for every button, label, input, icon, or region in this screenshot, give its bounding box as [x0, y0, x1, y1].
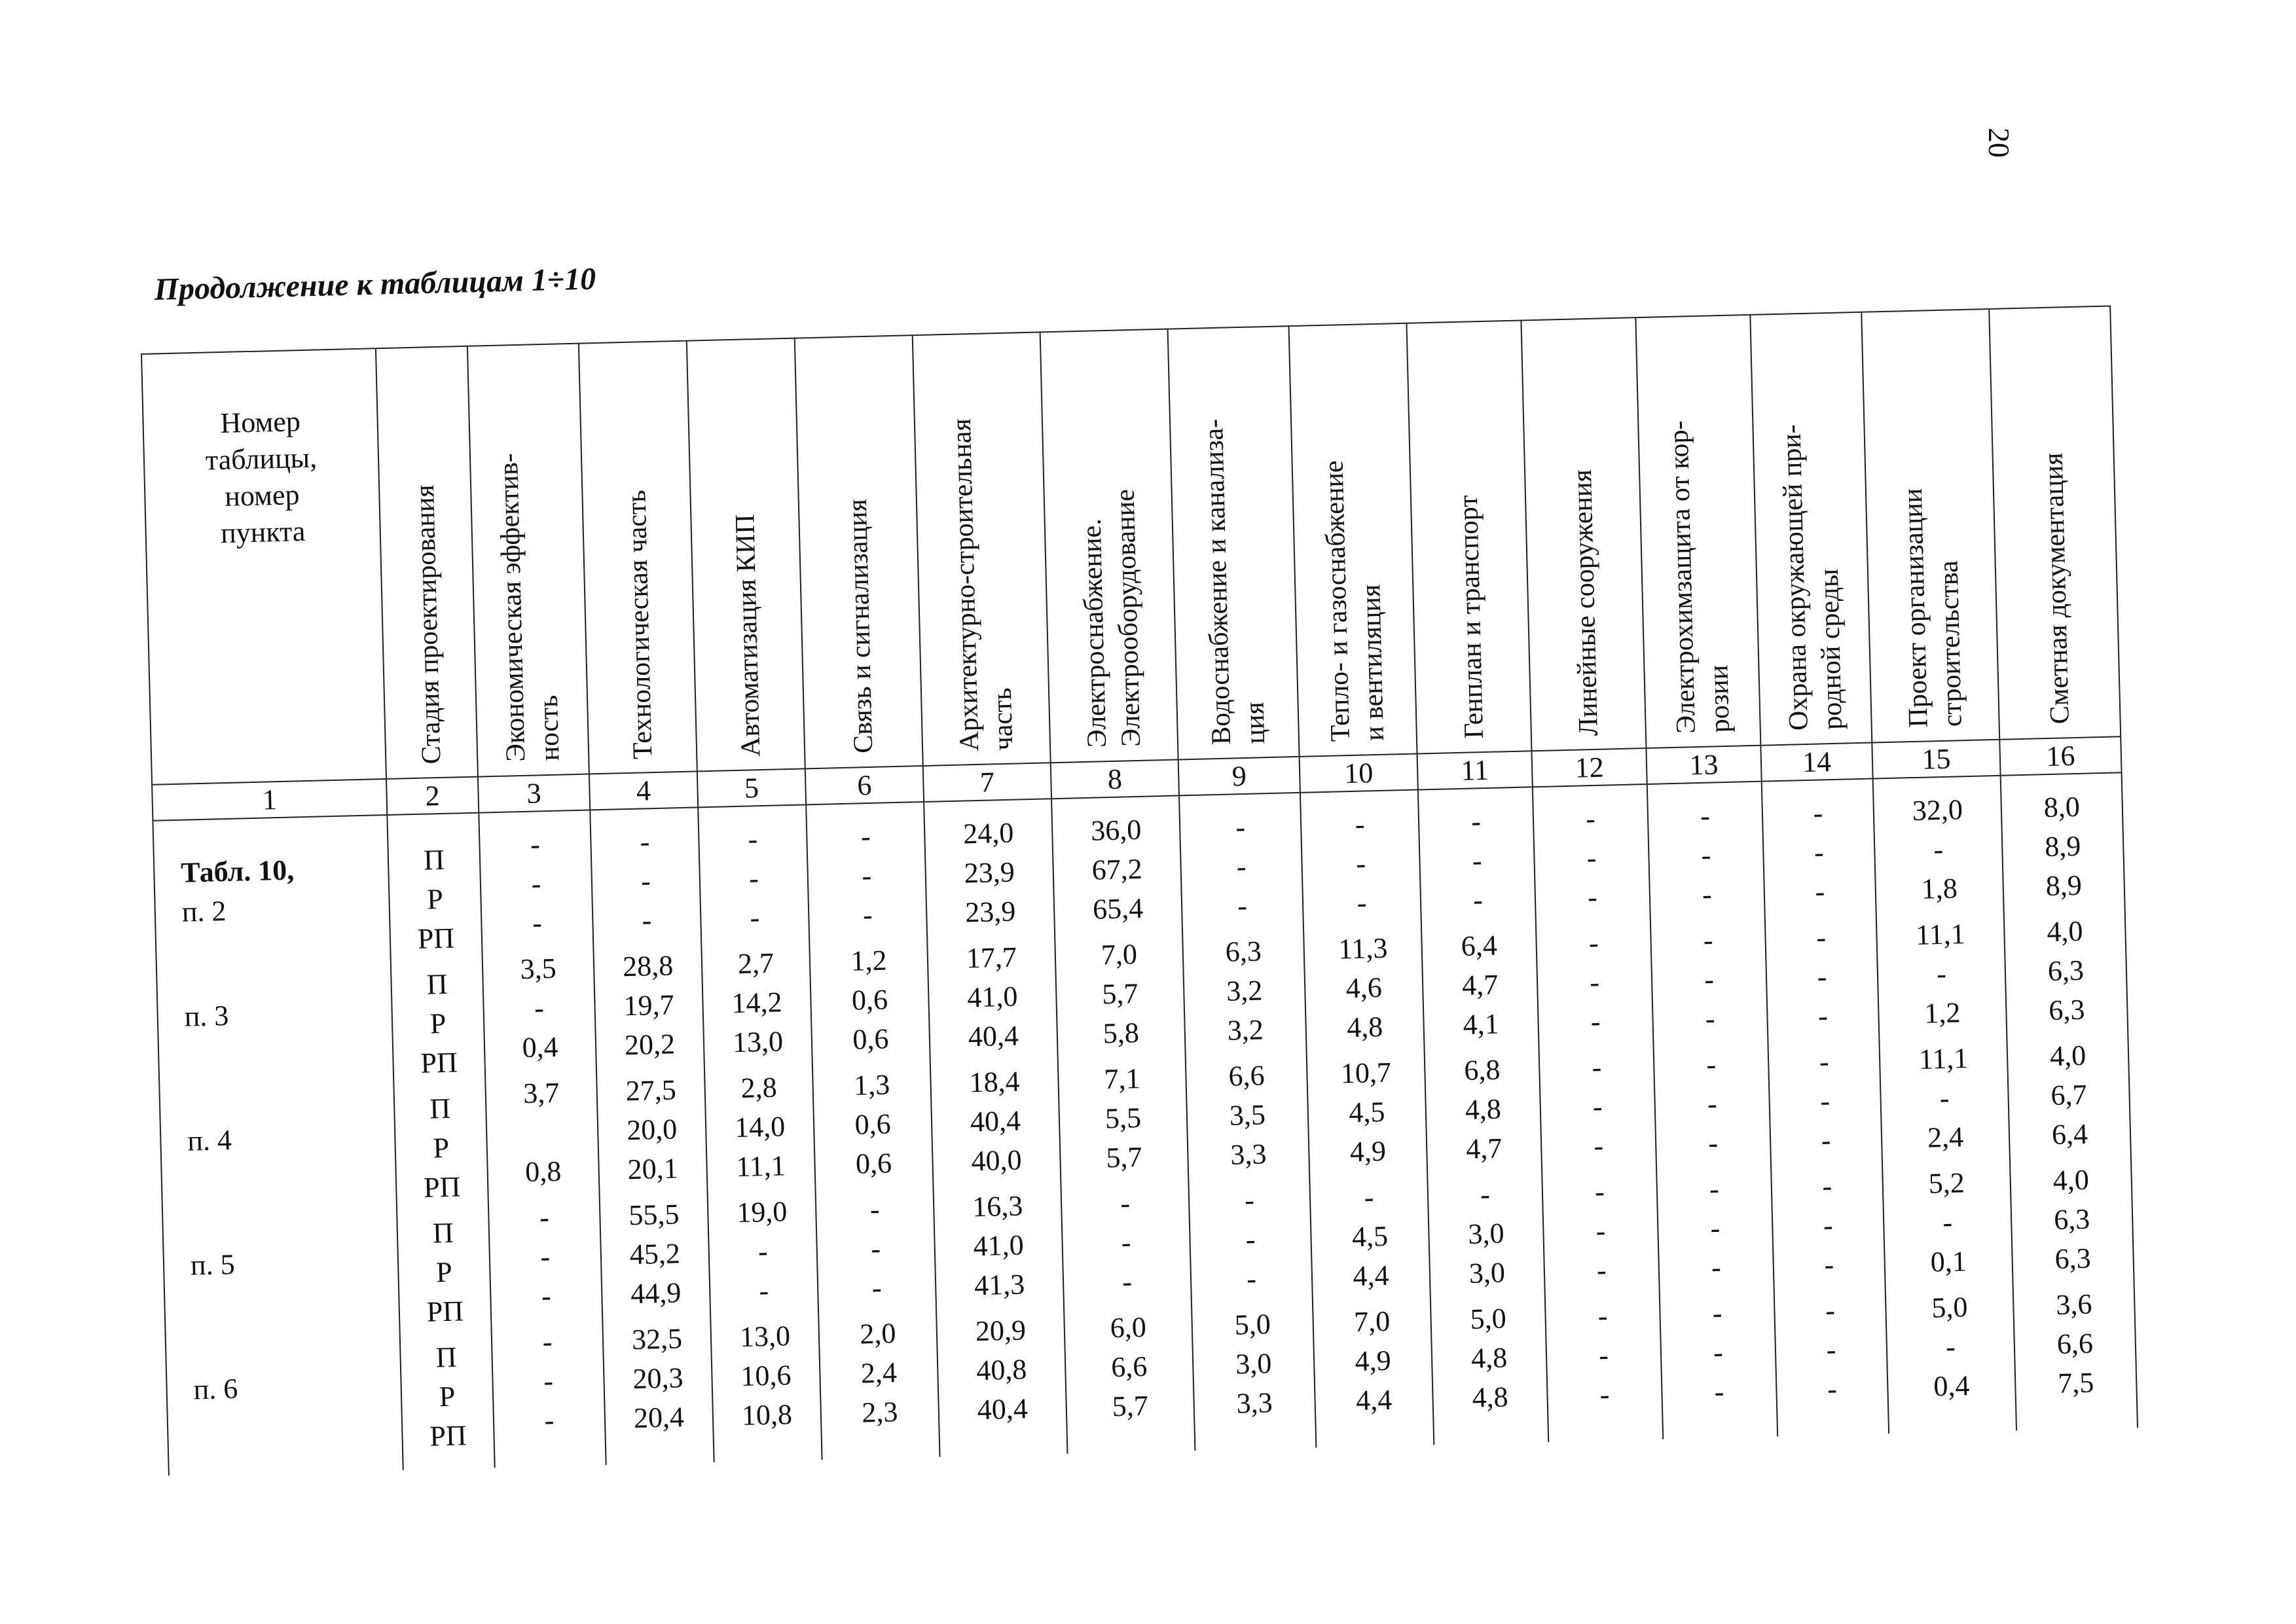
- value-cell: 0,8: [524, 1155, 562, 1189]
- value-cell: 10,6: [740, 1359, 792, 1393]
- value-cell: 5,7: [1105, 1141, 1143, 1174]
- stage-cell: РП: [420, 1046, 458, 1079]
- value-cell: 1,2: [1923, 996, 1961, 1030]
- value-cell: -: [1245, 1223, 1256, 1256]
- column-number-1: 1: [151, 780, 388, 821]
- value-cell: -: [541, 1280, 552, 1312]
- stage-cell: РП: [426, 1295, 464, 1328]
- body-column-11: [1419, 787, 1549, 1445]
- value-cell: -: [1813, 836, 1825, 869]
- value-cell: 17,7: [966, 941, 1017, 975]
- value-cell: -: [1592, 1090, 1603, 1123]
- header-column-label: Технологическая часть: [621, 489, 658, 760]
- column-number-7: 7: [924, 763, 1052, 803]
- value-cell: -: [871, 1271, 883, 1305]
- value-cell: -: [860, 820, 871, 853]
- value-cell: 41,0: [966, 980, 1018, 1014]
- value-cell: -: [1236, 850, 1247, 883]
- value-cell: -: [1594, 1175, 1605, 1208]
- value-cell: -: [1713, 1336, 1724, 1369]
- value-cell: 14,0: [734, 1110, 786, 1144]
- value-cell: 8,9: [2044, 829, 2081, 863]
- value-cell: -: [1821, 1124, 1832, 1157]
- value-cell: -: [1705, 1002, 1715, 1035]
- value-cell: 1,2: [850, 944, 888, 977]
- norms-table: [141, 305, 2138, 1479]
- value-cell: -: [1586, 841, 1597, 875]
- header-column-label: Линейные сооружения: [1567, 469, 1604, 736]
- value-cell: 7,5: [2057, 1366, 2094, 1399]
- value-cell: 13,0: [732, 1025, 784, 1059]
- value-cell: 3,0: [1468, 1256, 1506, 1290]
- header-first-line: номер: [224, 478, 300, 513]
- column-number-4: 4: [590, 772, 699, 810]
- value-cell: 23,9: [964, 856, 1015, 890]
- value-cell: 67,2: [1091, 852, 1143, 886]
- value-cell: -: [1709, 1172, 1720, 1205]
- header-column-label: Стадия проектирования: [410, 484, 447, 765]
- stage-cell: Р: [432, 1131, 450, 1164]
- value-cell: 4,0: [2052, 1163, 2090, 1197]
- value-cell: 5,8: [1102, 1017, 1140, 1050]
- column-number-5: 5: [698, 769, 807, 808]
- value-cell: 4,8: [1471, 1380, 1509, 1414]
- stage-cell: Р: [435, 1255, 453, 1289]
- value-cell: -: [539, 1240, 551, 1273]
- value-cell: -: [1235, 811, 1246, 844]
- value-cell: -: [1591, 1051, 1602, 1084]
- value-cell: -: [532, 907, 543, 939]
- row-group-sublabel: п. 2: [181, 895, 227, 928]
- value-cell: 0,1: [1930, 1245, 1967, 1278]
- stage-cell: РП: [417, 922, 455, 955]
- value-cell: 0,4: [521, 1030, 559, 1064]
- stage-cell: Р: [429, 1007, 446, 1040]
- value-cell: 3,5: [1229, 1098, 1266, 1132]
- value-cell: 6,4: [2051, 1117, 2088, 1151]
- value-cell: 20,4: [633, 1401, 685, 1435]
- value-cell: 16,3: [972, 1189, 1023, 1223]
- value-cell: -: [641, 904, 652, 937]
- value-cell: -: [1933, 833, 1944, 866]
- value-cell: 4,7: [1461, 968, 1499, 1001]
- body-column-16: [2001, 773, 2138, 1430]
- value-cell: -: [1936, 957, 1947, 990]
- body-column-6: [807, 803, 940, 1460]
- row-group-label: п. 3: [184, 1000, 229, 1033]
- value-cell: 5,0: [1234, 1308, 1271, 1341]
- value-cell: -: [870, 1232, 881, 1265]
- body-column-5: [699, 805, 822, 1462]
- value-cell: 3,0: [1467, 1217, 1505, 1250]
- header-column-label: Проект организации строительства: [1897, 488, 1968, 729]
- value-cell: -: [531, 867, 541, 900]
- value-cell: -: [1707, 1127, 1719, 1159]
- value-cell: -: [1823, 1248, 1834, 1281]
- value-cell: 6,3: [2048, 993, 2085, 1027]
- stage-cell: П: [423, 843, 445, 876]
- header-column-label: Электроснабжение. Электрооборудование: [1076, 489, 1146, 749]
- value-cell: 2,4: [1927, 1121, 1964, 1154]
- value-cell: 23,9: [964, 895, 1016, 929]
- value-cell: 4,9: [1349, 1134, 1387, 1168]
- value-cell: 4,5: [1348, 1095, 1385, 1129]
- value-cell: 20,9: [975, 1314, 1027, 1348]
- value-cell: 24,0: [962, 816, 1014, 850]
- value-cell: 4,8: [1465, 1092, 1502, 1126]
- value-cell: -: [543, 1365, 554, 1398]
- header-column-label: Автоматизация КИП: [729, 513, 766, 757]
- value-cell: -: [1246, 1262, 1257, 1295]
- value-cell: -: [1714, 1375, 1724, 1408]
- value-cell: 20,3: [632, 1362, 684, 1396]
- stage-cell: РП: [423, 1170, 461, 1204]
- value-cell: 40,4: [970, 1104, 1021, 1138]
- stage-cell: РП: [429, 1419, 467, 1453]
- value-cell: 41,3: [974, 1268, 1025, 1302]
- stage-cell: Р: [426, 882, 444, 916]
- value-cell: 40,8: [975, 1353, 1027, 1387]
- value-cell: 11,3: [1338, 931, 1389, 965]
- header-first-line: Номер: [219, 405, 301, 440]
- value-cell: 4,8: [1470, 1341, 1508, 1375]
- value-cell: 14,2: [731, 986, 783, 1020]
- header-column-label: Экономическая эффектив- ность: [493, 453, 566, 763]
- value-cell: -: [1355, 808, 1366, 840]
- body-column-3: [479, 810, 606, 1468]
- value-cell: -: [1817, 1000, 1829, 1032]
- row-group-label: п. 6: [193, 1372, 238, 1406]
- value-cell: -: [1585, 802, 1596, 835]
- value-cell: 11,1: [735, 1149, 786, 1183]
- column-number-10: 10: [1300, 755, 1419, 793]
- value-cell: -: [1823, 1209, 1834, 1242]
- value-cell: -: [1819, 1045, 1830, 1078]
- value-cell: -: [640, 825, 650, 858]
- value-cell: 4,9: [1355, 1344, 1392, 1378]
- value-cell: 4,0: [2049, 1039, 2086, 1073]
- value-cell: -: [1711, 1251, 1722, 1284]
- value-cell: 32,5: [631, 1322, 683, 1356]
- column-number-8: 8: [1051, 760, 1180, 799]
- value-cell: 19,7: [623, 988, 675, 1022]
- value-cell: -: [861, 859, 872, 892]
- value-cell: -: [1597, 1299, 1609, 1333]
- value-cell: -: [1707, 1087, 1718, 1120]
- value-cell: -: [1357, 886, 1367, 919]
- value-cell: -: [1814, 875, 1825, 908]
- value-cell: -: [1942, 1206, 1953, 1239]
- column-number-11: 11: [1418, 751, 1533, 790]
- value-cell: -: [542, 1326, 553, 1358]
- value-cell: 3,3: [1236, 1386, 1273, 1420]
- column-number-9: 9: [1179, 757, 1301, 797]
- body-column-10: [1301, 791, 1434, 1448]
- value-cell: 3,6: [2055, 1288, 2092, 1321]
- value-cell: -: [640, 865, 651, 897]
- value-cell: -: [544, 1404, 555, 1437]
- value-cell: -: [747, 823, 758, 856]
- header-column-label: Тепло- и газоснабжение и вентиляция: [1319, 460, 1391, 742]
- value-cell: -: [1703, 924, 1714, 956]
- value-cell: 6,0: [1110, 1310, 1147, 1344]
- value-cell: -: [1701, 839, 1711, 871]
- value-cell: -: [1826, 1333, 1836, 1366]
- table-grid: [141, 305, 2138, 1475]
- value-cell: -: [1819, 1085, 1831, 1117]
- value-cell: 0,4: [1933, 1369, 1970, 1403]
- value-cell: 11,1: [1915, 918, 1966, 952]
- value-cell: 0,6: [851, 983, 888, 1017]
- value-cell: 20,0: [626, 1113, 678, 1147]
- value-cell: 6,7: [2050, 1078, 2088, 1112]
- value-cell: -: [1364, 1181, 1374, 1214]
- value-cell: 1,3: [853, 1068, 890, 1102]
- value-cell: 27,5: [625, 1074, 677, 1108]
- value-cell: 6,3: [2047, 954, 2085, 988]
- value-cell: 6,6: [1228, 1059, 1266, 1092]
- body-column-2: [388, 814, 495, 1470]
- value-cell: -: [757, 1235, 769, 1268]
- value-cell: -: [1470, 805, 1482, 838]
- value-cell: 32,0: [1912, 793, 1963, 827]
- value-cell: 0,6: [855, 1147, 892, 1180]
- value-cell: -: [1815, 921, 1827, 954]
- row-group-label: п. 4: [187, 1123, 232, 1157]
- body-column-1: [152, 816, 403, 1475]
- body-column-13: [1648, 782, 1778, 1439]
- value-cell: -: [1588, 926, 1599, 960]
- value-cell: 4,6: [1345, 971, 1383, 1005]
- value-cell: -: [1593, 1129, 1604, 1163]
- value-cell: 10,8: [741, 1398, 793, 1432]
- value-cell: 3,5: [520, 952, 557, 986]
- value-cell: 40,0: [970, 1144, 1023, 1178]
- value-cell: 4,1: [1463, 1007, 1500, 1041]
- value-cell: 4,0: [2046, 914, 2084, 948]
- column-number-14: 14: [1761, 744, 1873, 782]
- value-cell: -: [1472, 844, 1482, 877]
- value-cell: -: [1596, 1254, 1607, 1287]
- value-cell: 5,7: [1101, 977, 1139, 1011]
- value-cell: 13,0: [739, 1320, 791, 1354]
- value-cell: -: [1945, 1330, 1956, 1363]
- value-cell: -: [1598, 1339, 1609, 1372]
- header-column-label: Водоснабжение и канализа- ция: [1198, 418, 1271, 746]
- value-cell: 45,2: [629, 1237, 681, 1271]
- value-cell: 44,9: [630, 1276, 682, 1310]
- value-cell: -: [1827, 1373, 1838, 1405]
- page-number: 20: [1982, 128, 2016, 158]
- value-cell: 6,3: [1225, 935, 1262, 968]
- value-cell: -: [1821, 1170, 1832, 1202]
- value-cell: 0,6: [854, 1108, 892, 1141]
- value-cell: 4,4: [1352, 1259, 1390, 1293]
- value-cell: -: [1599, 1378, 1610, 1411]
- value-cell: 3,3: [1230, 1138, 1267, 1171]
- value-cell: -: [1817, 960, 1827, 993]
- header-column-label: Архитектурно-строительная часть: [946, 418, 1019, 751]
- stage-cell: П: [432, 1216, 454, 1250]
- value-cell: 1,8: [1921, 872, 1958, 905]
- body-column-7: [924, 799, 1068, 1456]
- stage-cell: П: [429, 1092, 451, 1125]
- header-column-label: Охрана окружающей при- родной среды: [1776, 424, 1848, 731]
- value-cell: 28,8: [622, 949, 674, 983]
- value-cell: -: [1712, 1297, 1722, 1329]
- value-cell: 10,7: [1340, 1056, 1392, 1090]
- value-cell: 40,4: [968, 1019, 1019, 1053]
- header-first-line: пункта: [220, 514, 306, 550]
- body-column-8: [1052, 796, 1195, 1453]
- value-cell: -: [869, 1193, 881, 1226]
- value-cell: 5,5: [1104, 1102, 1142, 1135]
- value-cell: 3,2: [1227, 1013, 1264, 1047]
- value-cell: 8,9: [2045, 869, 2083, 903]
- value-cell: 3,0: [1235, 1347, 1272, 1380]
- value-cell: 2,0: [859, 1317, 897, 1350]
- body-column-14: [1762, 780, 1889, 1437]
- value-cell: 18,4: [968, 1065, 1021, 1099]
- value-cell: 3,7: [522, 1076, 560, 1110]
- value-cell: -: [1825, 1294, 1836, 1327]
- body-column-4: [591, 808, 714, 1465]
- value-cell: -: [758, 1274, 769, 1307]
- value-cell: 20,2: [624, 1028, 676, 1062]
- value-cell: -: [1939, 1081, 1950, 1115]
- value-cell: 2,3: [861, 1396, 898, 1429]
- value-cell: 5,0: [1470, 1302, 1507, 1335]
- value-cell: 6,6: [2056, 1327, 2094, 1360]
- value-cell: -: [1355, 847, 1366, 880]
- value-cell: 5,2: [1928, 1166, 1965, 1200]
- table-caption: Продолжение к таблицам 1÷10: [154, 261, 596, 307]
- column-number-13: 13: [1647, 746, 1762, 785]
- value-cell: -: [1812, 797, 1823, 829]
- value-cell: 55,5: [628, 1198, 680, 1232]
- body-column-12: [1533, 785, 1664, 1442]
- value-cell: 2,4: [860, 1356, 898, 1390]
- stage-cell: П: [426, 967, 448, 1001]
- value-cell: 19,0: [736, 1195, 788, 1229]
- value-cell: 3,2: [1226, 974, 1263, 1007]
- value-cell: 6,3: [2053, 1202, 2090, 1236]
- value-cell: 7,0: [1101, 938, 1138, 971]
- value-cell: 41,0: [973, 1229, 1025, 1263]
- body-column-9: [1180, 793, 1317, 1451]
- value-cell: 5,0: [1931, 1291, 1969, 1324]
- value-cell: -: [534, 992, 545, 1024]
- value-cell: 7,0: [1353, 1305, 1391, 1339]
- value-cell: 36,0: [1090, 813, 1142, 847]
- value-cell: -: [1120, 1187, 1131, 1219]
- value-cell: -: [1590, 1005, 1601, 1038]
- value-cell: -: [530, 828, 541, 861]
- value-cell: -: [1121, 1265, 1133, 1298]
- header-first-line: таблицы,: [205, 441, 318, 477]
- header-column-label: Электрохимзащита от кор- розии: [1663, 420, 1736, 734]
- value-cell: [487, 1111, 598, 1153]
- column-number-6: 6: [806, 767, 924, 805]
- value-cell: -: [539, 1201, 550, 1234]
- value-cell: 4,8: [1346, 1010, 1383, 1044]
- value-cell: -: [862, 898, 873, 931]
- stage-cell: Р: [439, 1380, 456, 1413]
- value-cell: 2,8: [740, 1071, 778, 1104]
- body-column-15: [1874, 776, 2017, 1434]
- header-column-16: [1990, 305, 2121, 740]
- value-cell: -: [1121, 1226, 1132, 1259]
- value-cell: -: [748, 862, 759, 895]
- value-cell: 4,5: [1351, 1219, 1389, 1254]
- value-cell: -: [1704, 963, 1715, 996]
- value-cell: 4,7: [1465, 1132, 1503, 1165]
- value-cell: -: [1589, 965, 1600, 999]
- stage-cell: П: [435, 1341, 458, 1374]
- value-cell: 6,4: [1461, 929, 1498, 962]
- row-group-label: Табл. 10,: [180, 854, 295, 889]
- value-cell: -: [1244, 1183, 1255, 1217]
- column-number-16: 16: [2000, 737, 2122, 776]
- header-column-label: Генплан и транспорт: [1453, 494, 1489, 739]
- value-cell: 6,6: [1110, 1350, 1148, 1384]
- header-column-label: Связь и сигнализация: [842, 499, 879, 754]
- value-cell: 5,7: [1112, 1389, 1149, 1423]
- column-number-2: 2: [387, 778, 479, 816]
- value-cell: -: [1480, 1178, 1491, 1211]
- column-number-3: 3: [479, 774, 591, 813]
- value-cell: 4,4: [1355, 1383, 1393, 1417]
- value-cell: -: [749, 901, 760, 934]
- value-cell: 65,4: [1092, 892, 1144, 926]
- header-column-label: Сметная документация: [2038, 452, 2075, 725]
- value-cell: -: [1595, 1214, 1606, 1248]
- value-cell: -: [1705, 1048, 1717, 1081]
- value-cell: 6,8: [1463, 1053, 1501, 1087]
- value-cell: 40,4: [977, 1392, 1029, 1426]
- value-cell: -: [1472, 884, 1484, 916]
- column-number-12: 12: [1532, 749, 1647, 787]
- column-number-15: 15: [1872, 740, 2001, 780]
- value-cell: -: [1700, 799, 1711, 833]
- row-group-label: п. 5: [190, 1248, 236, 1282]
- value-cell: -: [1702, 878, 1713, 911]
- value-cell: 6,3: [2054, 1242, 2092, 1275]
- value-cell: -: [1237, 889, 1248, 922]
- value-cell: 0,6: [852, 1022, 890, 1056]
- value-cell: 7,1: [1103, 1062, 1141, 1096]
- value-cell: 11,1: [1918, 1042, 1969, 1075]
- value-cell: -: [1587, 880, 1598, 914]
- value-cell: -: [1709, 1212, 1721, 1244]
- value-cell: 8,0: [2043, 790, 2081, 824]
- value-cell: 20,1: [627, 1152, 679, 1186]
- value-cell: 2,7: [737, 947, 774, 980]
